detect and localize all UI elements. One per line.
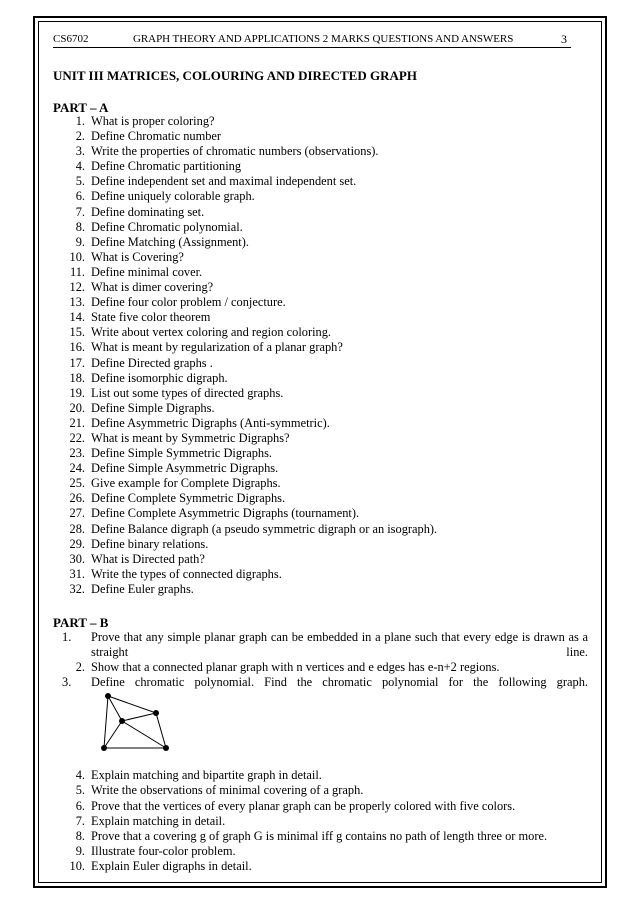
question-number: 9.	[75, 234, 85, 249]
graph-vertex	[101, 745, 107, 751]
question-item	[62, 340, 582, 355]
question-number: 14.	[69, 310, 85, 325]
question-text: Define independent set and maximal independent set.	[91, 174, 357, 189]
graph-edge	[122, 713, 156, 721]
question-item	[62, 491, 582, 506]
question-item	[62, 310, 582, 325]
question-text: Define dominating set.	[91, 204, 205, 219]
question-number: 1.	[62, 630, 72, 644]
question-number: 29.	[69, 536, 85, 551]
question-text: Define Chromatic partitioning	[91, 159, 242, 174]
question-item	[62, 552, 582, 567]
question-item	[62, 461, 582, 476]
question-number: 23.	[69, 446, 85, 461]
question-number: 5.	[75, 783, 85, 798]
graph-vertex	[153, 710, 159, 716]
question-item	[62, 265, 582, 280]
question-number: 27.	[69, 506, 85, 521]
question-number: 8.	[75, 828, 85, 843]
question-number: 2.	[75, 129, 85, 144]
question-text: Prove that a covering g of graph G is minimal iff g contains no path of length three or more.	[91, 828, 548, 843]
question-item	[62, 416, 582, 431]
question-number: 8.	[75, 219, 85, 234]
question-text: What is Directed path?	[91, 551, 205, 566]
question-item	[62, 829, 588, 844]
graph-vertex	[105, 693, 111, 699]
question-text: Define chromatic polynomial. Find the chromatic polynomial for the following graph.	[91, 675, 588, 690]
question-item	[62, 446, 582, 461]
question-item	[62, 144, 582, 159]
question-item	[62, 159, 582, 174]
question-number: 20.	[69, 400, 85, 415]
question-number: 5.	[75, 174, 85, 189]
question-text: Define binary relations.	[91, 536, 209, 551]
question-text: Define four color problem / conjecture.	[91, 295, 286, 310]
question-text: Define Euler graphs.	[91, 581, 194, 596]
question-text: Prove that the vertices of every planar graph can be properly colored with five colors.	[91, 798, 516, 813]
question-item	[62, 844, 588, 859]
graph-edge	[104, 721, 122, 748]
question-text: Show that a connected planar graph with n vertices and e edges has e-n+2 regions.	[91, 660, 500, 675]
question-item	[62, 401, 582, 416]
question-text: Define uniquely colorable graph.	[91, 189, 255, 204]
page-header	[53, 33, 571, 48]
question-item	[62, 356, 582, 371]
question-number: 28.	[69, 521, 85, 536]
question-number: 3.	[62, 675, 72, 690]
question-item	[62, 325, 582, 340]
question-text: Illustrate four-color problem.	[91, 843, 236, 858]
question-number: 10.	[69, 249, 85, 264]
question-item	[62, 476, 582, 491]
unit-title: UNIT III MATRICES, COLOURING AND DIRECTED GRAPH	[53, 68, 417, 83]
question-number: 11.	[69, 264, 85, 279]
question-item	[62, 859, 588, 874]
question-text: Define Chromatic polynomial.	[91, 219, 243, 234]
question-text: Write the observations of minimal covering of a graph.	[91, 783, 364, 798]
question-number: 3.	[75, 144, 85, 159]
question-text: Write the properties of chromatic numbers (observations).	[91, 144, 379, 159]
question-number: 32.	[69, 581, 85, 596]
question-text: Define minimal cover.	[91, 264, 203, 279]
question-number: 4.	[75, 159, 85, 174]
question-number: 24.	[69, 461, 85, 476]
question-number: 7.	[75, 204, 85, 219]
question-number: 17.	[69, 355, 85, 370]
graph-edge	[108, 696, 156, 713]
question-item	[62, 768, 588, 783]
question-item	[62, 205, 582, 220]
question-text: Write about vertex coloring and region coloring.	[91, 325, 332, 340]
question-text: What is proper coloring?	[91, 114, 215, 128]
question-text: What is meant by regularization of a planar graph?	[91, 340, 343, 355]
question-text: List out some types of directed graphs.	[91, 385, 284, 400]
question-number: 9.	[75, 843, 85, 858]
question-number: 15.	[69, 325, 85, 340]
graph-vertex	[163, 745, 169, 751]
question-item	[62, 371, 582, 386]
part-b-title: PART – B	[53, 615, 109, 630]
question-item	[62, 386, 582, 401]
question-number: 4.	[75, 768, 85, 783]
question-number: 26.	[69, 491, 85, 506]
question-text: Define Complete Symmetric Digraphs.	[91, 491, 286, 506]
question-text: Define Chromatic number	[91, 129, 222, 144]
question-text: Define Complete Asymmetric Digraphs (tournament).	[91, 506, 360, 521]
question-number: 6.	[75, 798, 85, 813]
question-item	[62, 630, 588, 660]
question-text: State five color theorem	[91, 310, 211, 325]
question-item	[62, 799, 588, 814]
question-text: Explain matching and bipartite graph in detail.	[91, 768, 322, 783]
question-item	[62, 660, 588, 675]
course-title: GRAPH THEORY AND APPLICATIONS 2 MARKS QUESTIONS AND ANSWERS	[133, 33, 514, 45]
question-text: What is meant by Symmetric Digraphs?	[91, 430, 290, 445]
question-number: 25.	[69, 476, 85, 491]
question-item	[62, 582, 582, 597]
question-item	[62, 567, 582, 582]
question-item	[62, 114, 582, 129]
example-graph-figure	[96, 688, 176, 758]
page-number: 3	[561, 32, 567, 46]
question-text: Define Simple Symmetric Digraphs.	[91, 446, 273, 461]
question-item	[62, 174, 582, 189]
question-item	[62, 280, 582, 295]
question-text: Define Asymmetric Digraphs (Anti-symmetric).	[91, 415, 330, 430]
graph-edge	[104, 696, 108, 748]
question-text: Define Balance digraph (a pseudo symmetric digraph or an isograph).	[91, 521, 438, 536]
question-text: Prove that any simple planar graph can be embedded in a plane such that every edge is drawn as a straight line.	[91, 630, 588, 660]
question-number: 31.	[69, 566, 85, 581]
question-number: 30.	[69, 551, 85, 566]
part-a-question-list	[62, 114, 582, 597]
question-text: What is dimer covering?	[91, 280, 214, 295]
question-text: Write the types of connected digraphs.	[91, 566, 282, 581]
question-item	[62, 235, 582, 250]
question-text: Define Directed graphs .	[91, 355, 213, 370]
question-item	[62, 431, 582, 446]
question-item	[62, 220, 582, 235]
question-text: Define Simple Digraphs.	[91, 400, 215, 415]
question-number: 22.	[69, 430, 85, 445]
part-a-title: PART – A	[53, 100, 109, 115]
question-text: Give example for Complete Digraphs.	[91, 476, 281, 491]
question-item	[62, 537, 582, 552]
question-item	[62, 189, 582, 204]
question-text: What is Covering?	[91, 249, 184, 264]
question-number: 7.	[75, 813, 85, 828]
question-number: 1.	[75, 114, 85, 128]
question-number: 12.	[69, 280, 85, 295]
graph-vertex	[119, 718, 125, 724]
question-item	[62, 506, 582, 521]
question-item	[62, 522, 582, 537]
question-item	[62, 129, 582, 144]
course-code: CS6702	[53, 33, 89, 45]
question-number: 18.	[69, 370, 85, 385]
question-number: 21.	[69, 415, 85, 430]
question-text: Define isomorphic digraph.	[91, 370, 228, 385]
question-text: Explain matching in detail.	[91, 813, 226, 828]
question-number: 6.	[75, 189, 85, 204]
question-item	[62, 250, 582, 265]
question-item	[62, 295, 582, 310]
question-item	[62, 814, 588, 829]
question-number: 13.	[69, 295, 85, 310]
question-number: 19.	[69, 385, 85, 400]
question-text: Explain Euler digraphs in detail.	[91, 858, 252, 873]
question-text: Define Matching (Assignment).	[91, 234, 249, 249]
question-item	[62, 783, 588, 798]
question-text: Define Simple Asymmetric Digraphs.	[91, 461, 279, 476]
question-number: 2.	[75, 660, 85, 675]
question-number: 10.	[69, 858, 85, 873]
question-number: 16.	[69, 340, 85, 355]
